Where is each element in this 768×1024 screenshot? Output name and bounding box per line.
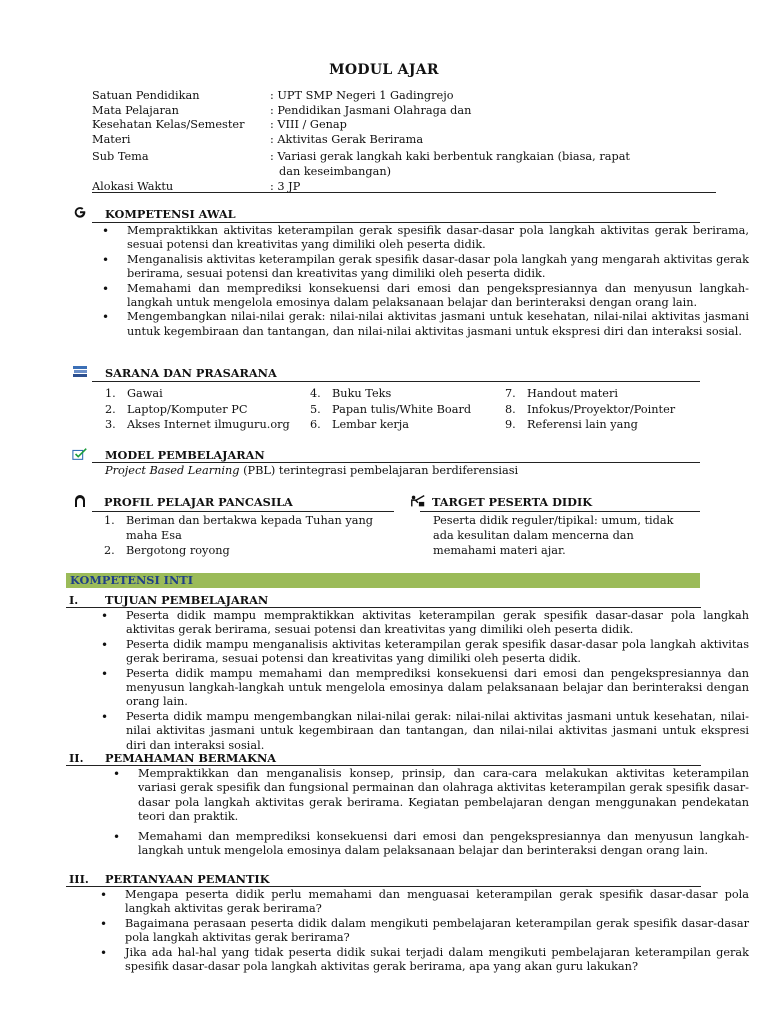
list-item: 4. Buku Teks <box>310 387 392 400</box>
sarana-grid <box>105 387 705 433</box>
model-text: Project Based Learning (PBL) terintegrasi pembelajaran berdiferensiasi <box>105 464 519 477</box>
identity-value-cont: dan keseimbangan) <box>279 164 392 178</box>
people-icon <box>72 494 88 508</box>
list-item: 8. Infokus/Proyektor/Pointer <box>505 402 676 416</box>
document-title: MODUL AJAR <box>329 62 439 78</box>
list-item: • Memahami dan memprediksi konsekuensi dari emosi dan pengekspresiannya dan menyusun langkah-langkah untuk mengelola emosinya dalam pelaksanaan belajar dan berinteraksi dengan orang lain. <box>138 830 749 859</box>
list-item: 6. Lembar kerja <box>310 418 410 431</box>
sarana-heading: SARANA DAN PRASARANA <box>105 366 277 380</box>
list-item: • Mempraktikkan dan menganalisis konsep, prinsip, dan cara-cara melakukan aktivitas keterampilan variasi gerak spesifik dan fungsional permainan dan olahraga aktivitas keterampilan gerak spesifik dasar-dasar pola langkah aktivitas gerak berirama. Kegiatan pembelajaran dengan menggunakan pendekatan teori dan praktik. <box>138 767 749 825</box>
identity-value: : VIII / Genap <box>270 118 347 131</box>
list-item: • Memahami dan memprediksi konsekuensi dari emosi dan pengekspresiannya dan menyusun langkah-langkah untuk mengelola emosinya dalam pelaksanaan belajar dan berinteraksi dengan orang lain. <box>127 282 749 311</box>
list-item: • Jika ada hal-hal yang tidak peserta didik sukai terjadi dalam mengikuti pembelajaran keterampilan gerak spesifik dasar-dasar pola langkah aktivitas gerak berirama, apa yang akan guru lakukan? <box>125 946 749 975</box>
model-heading: MODEL PEMBELAJARAN <box>105 448 265 462</box>
list-item: 9. Referensi lain yang <box>505 418 638 431</box>
list-item: 1. Gawai <box>105 387 163 400</box>
identity-key: Satuan Pendidikan <box>92 89 200 102</box>
identity-value: : Variasi gerak langkah kaki berbentuk rangkaian (biasa, rapat <box>270 150 630 163</box>
section-divider <box>66 886 701 887</box>
identity-key: Mata Pelajaran <box>92 103 179 117</box>
profil-list <box>104 513 394 558</box>
kompetensi-awal-heading: KOMPETENSI AWAL <box>105 207 236 221</box>
section-divider <box>92 511 394 512</box>
section-divider <box>92 462 700 463</box>
tujuan-heading: I. TUJUAN PEMBELAJARAN <box>69 593 269 607</box>
list-item: • Bagaimana perasaan peserta didik dalam mengikuti pembelajaran keterampilan gerak spesifik dasar-dasar pola langkah aktivitas gerak berirama? <box>125 917 749 946</box>
list-item: • Menganalisis aktivitas keterampilan gerak spesifik dasar-dasar pola langkah yang mengarah aktivitas gerak berirama, sesuai potensi dan kreativitas yang dimiliki oleh peserta didik. <box>127 253 749 282</box>
pemahaman-heading: II. PEMAHAMAN BERMAKNA <box>69 751 277 765</box>
list-item: 7. Handout materi <box>505 387 618 400</box>
list-item: • Peserta didik mampu mengembangkan nilai-nilai gerak: nilai-nilai aktivitas jasmani untuk kesehatan, nilai-nilai aktivitas jasmani untuk kegembiraan dan tantangan, dan nilai-nilai aktivitas jasmani untuk ekspresi diri dan interaksi sosial. <box>126 710 749 753</box>
pemahaman-list <box>138 767 749 858</box>
identity-key: Kesehatan Kelas/Semester <box>92 118 245 131</box>
identity-value: : UPT SMP Negeri 1 Gadingrejo <box>270 89 454 102</box>
section-divider <box>66 765 701 766</box>
list-item: • Peserta didik mampu mempraktikkan aktivitas keterampilan gerak spesifik dasar-dasar pola langkah aktivitas gerak berirama, sesuai potensi dan kreativitas yang dimiliki oleh peserta didik. <box>126 609 749 638</box>
list-item: • Peserta didik mampu memahami dan memprediksi konsekuensi dari emosi dan pengekspresiannya dan menyusun langkah-langkah untuk mengelola emosinya dalam pelaksanaan belajar dan berinteraksi dengan orang lain. <box>126 667 749 710</box>
list-item: 2. Laptop/Komputer PC <box>105 402 248 416</box>
target-text: Peserta didik reguler/tipikal: umum, tidak ada kesulitan dalam mencerna dan memahami materi ajar. <box>433 514 674 557</box>
target-heading: TARGET PESERTA DIDIK <box>432 495 593 509</box>
identity-value: : Aktivitas Gerak Berirama <box>270 132 424 146</box>
pertanyaan-heading: III. PERTANYAAN PEMANTIK <box>69 872 270 886</box>
books-icon <box>72 364 88 378</box>
list-item: 2. Bergotong royong <box>104 544 230 557</box>
section-divider <box>92 381 700 382</box>
teacher-icon <box>410 494 426 508</box>
pertanyaan-list <box>125 888 749 974</box>
identity-divider <box>92 192 716 193</box>
section-divider <box>66 607 701 608</box>
google-g-icon <box>72 205 88 219</box>
identity-key: Alokasi Waktu <box>92 180 174 193</box>
identity-key: Sub Tema <box>92 150 149 163</box>
identity-block <box>92 89 712 195</box>
section-divider <box>92 222 700 223</box>
list-item: • Peserta didik mampu menganalisis aktivitas keterampilan gerak spesifik dasar-dasar pola langkah aktivitas gerak berirama, sesuai potensi dan kreativitas yang dimiliki oleh peserta didik. <box>126 638 749 667</box>
profil-heading: PROFIL PELAJAR PANCASILA <box>104 495 293 509</box>
list-item: 3. Akses Internet ilmuguru.org <box>105 418 290 431</box>
identity-key: Materi <box>92 132 131 146</box>
list-item: • Mengembangkan nilai-nilai gerak: nilai-nilai aktivitas jasmani untuk kesehatan, nilai-nilai aktivitas jasmani untuk kegembiraan dan tantangan, dan nilai-nilai aktivitas jasmani untuk ekspresi diri dan interaksi sosial. <box>127 310 749 339</box>
list-item-cont: maha Esa <box>126 529 182 542</box>
checklist-icon <box>72 447 88 461</box>
kompetensi-inti-band: KOMPETENSI INTI <box>66 573 700 588</box>
kompetensi-awal-list <box>127 224 749 339</box>
identity-value: : Pendidikan Jasmani Olahraga dan <box>270 103 472 117</box>
list-item: • Mengapa peserta didik perlu memahami dan menguasai keterampilan gerak spesifik dasar-dasar pola langkah aktivitas gerak berirama? <box>125 888 749 917</box>
identity-value: : 3 JP <box>270 180 301 193</box>
list-item: • Mempraktikkan aktivitas keterampilan gerak spesifik dasar-dasar pola langkah aktivitas gerak berirama, sesuai potensi dan kreativitas yang dimiliki oleh peserta didik. <box>127 224 749 253</box>
list-item: 1. Beriman dan bertakwa kepada Tuhan yang <box>104 514 373 527</box>
list-item: 5. Papan tulis/White Board <box>310 402 472 416</box>
tujuan-list <box>126 609 749 753</box>
section-divider <box>420 511 700 512</box>
